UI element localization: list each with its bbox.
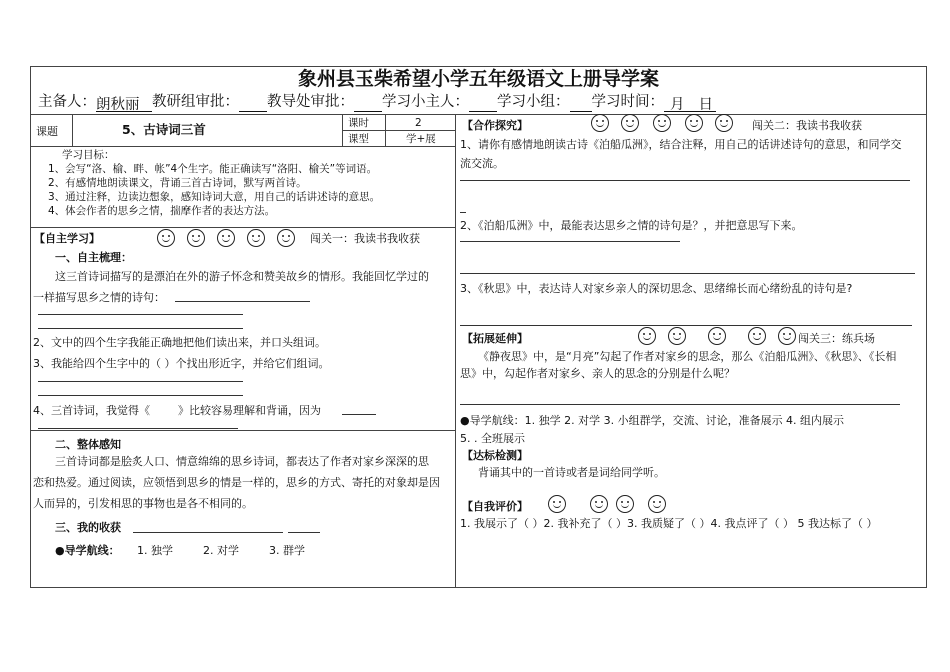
smiley-icon xyxy=(648,495,666,513)
smiley-icon xyxy=(217,229,235,247)
smiley-icon xyxy=(715,114,733,132)
owner-label: 学习小主人： xyxy=(382,94,469,110)
extension-heading: 【拓展延伸】 xyxy=(462,332,528,345)
question-3: 3、我能给四个生字中的（ ）个找出形近字，并给它们组词。 xyxy=(33,357,330,370)
answer-line[interactable] xyxy=(38,314,243,315)
question-2: 2、文中的四个生字我能正确地把他们读出来，并口头组词。 xyxy=(33,336,326,349)
smiley-icon xyxy=(668,327,686,345)
self-eval-heading: 【自我评价】 xyxy=(462,500,528,513)
section2-text xyxy=(33,451,453,514)
guide-item: 2. 对学 xyxy=(203,544,239,557)
objective-item: 4、体会作者的思乡之情，揣摩作者的表达方法。 xyxy=(48,205,276,217)
coop-question-3: 3、《秋思》中，表达诗人对家乡亲人的深切思念、思绪绵长而心绪纷乱的诗句是? xyxy=(460,282,853,295)
smiley-icon xyxy=(653,114,671,132)
objective-item: 3、通过注释，边读边想象，感知诗词大意，用自己的话讲述诗的意思。 xyxy=(48,191,381,203)
lesson-label-divider xyxy=(72,114,73,146)
coop-heading: 【合作探究】 xyxy=(462,119,528,132)
answer-line[interactable] xyxy=(460,212,466,213)
question-4: 4、三首诗词，我觉得《 xyxy=(33,404,150,417)
answer-line[interactable] xyxy=(460,180,910,181)
coop-question-1: 1、请你有感情地朗读古诗《泊船瓜洲》，结合注释，用自己的话讲述诗句的意思，和同学交 xyxy=(460,138,902,151)
right-guide-cont: 5. . 全班展示 xyxy=(460,432,525,445)
smiley-icon xyxy=(708,327,726,345)
smiley-icon xyxy=(638,327,656,345)
coop-question-2: 2、《泊船瓜洲》中，最能表达思乡之情的诗句是？，并把意思写下来。 xyxy=(460,219,803,232)
objective-item: 1、会写“洛、榆、畔、帐”4个生字。能正确读写“洛阳、榆关”等词语。 xyxy=(48,163,378,175)
objectives-title: 学习目标： xyxy=(62,149,115,161)
review1-field[interactable] xyxy=(239,95,267,112)
smiley-icon xyxy=(247,229,265,247)
section2-line: 恋和热爱。通过阅读，应领悟到思乡的情是一样的，思乡的方式、寄托的对象却是因 xyxy=(33,476,440,489)
smiley-icon xyxy=(778,327,796,345)
guide-label: ●导学航线： xyxy=(55,544,120,557)
smiley-icon xyxy=(157,229,175,247)
objective-item: 2、有感情地朗读课文，背诵三首古诗词，默写两首诗。 xyxy=(48,177,307,189)
time-field[interactable] xyxy=(664,95,716,112)
review2-field[interactable] xyxy=(354,95,382,112)
answer-line[interactable] xyxy=(460,325,912,326)
answer-line[interactable] xyxy=(38,328,243,329)
section2-heading: 二、整体感知 xyxy=(55,438,121,451)
extension-text: 《静夜思》中，是“月亮”勾起了作者对家乡的思念，那么《泊船瓜洲》、《秋思》、《长相 xyxy=(478,350,897,363)
day-label: 日 xyxy=(698,97,713,113)
answer-line[interactable] xyxy=(460,273,915,274)
section2-line: 三首诗词都是脍炙人口、情意绵绵的思乡诗词，都表达了作者对家乡深深的思 xyxy=(55,455,429,468)
answer-line[interactable] xyxy=(38,428,238,429)
time-label: 学习时间： xyxy=(591,94,664,110)
check-heading: 【达标检测】 xyxy=(462,449,528,462)
guide-item: 1. 独学 xyxy=(137,544,173,557)
coop-question-1-cont: 流交流。 xyxy=(460,157,504,170)
answer-line[interactable] xyxy=(38,395,243,396)
answer-line[interactable] xyxy=(175,301,310,302)
period-value: 2 xyxy=(415,117,422,129)
self-study-heading: 【自主学习】 xyxy=(34,232,100,245)
lesson-title: 5、古诗词三首 xyxy=(122,122,206,137)
smiley-icon xyxy=(616,495,634,513)
right-guide: ●导学航线：1. 独学 2. 对学 3. 小组群学，交流、讨论，准备展示 4. 组内展示 xyxy=(460,414,845,427)
header-divider xyxy=(30,114,927,115)
answer-line[interactable] xyxy=(342,414,376,415)
owner-field[interactable] xyxy=(469,95,497,112)
type-value: 学+展 xyxy=(406,133,436,145)
smiley-icon xyxy=(748,327,766,345)
check-text: 背诵其中的一首诗或者是词给同学听。 xyxy=(478,466,665,479)
author-prefix: 主备人： xyxy=(38,94,96,110)
section1-text: 这三首诗词描写的是漂泊在外的游子怀念和赞美故乡的情形。我能回忆学过的 xyxy=(55,270,429,283)
objectives-bottom xyxy=(30,227,455,228)
question-4-cont: 》比较容易理解和背诵，因为 xyxy=(178,404,321,417)
section1-heading: 一、自主梳理： xyxy=(55,251,132,264)
column-divider xyxy=(455,114,456,588)
group-field[interactable] xyxy=(570,95,592,112)
smiley-icon xyxy=(187,229,205,247)
review1-label: 教研组审批： xyxy=(152,94,239,110)
lesson-row-bottom xyxy=(30,146,455,147)
smiley-icon xyxy=(685,114,703,132)
pass3-label: 闯关三：练兵场 xyxy=(798,332,875,345)
section2-top xyxy=(30,430,455,431)
self-eval-text: 1. 我展示了（ ）2. 我补充了（ ）3. 我质疑了（ ）4. 我点评了（ ） 5 我达标了（ ） xyxy=(460,517,878,530)
smiley-icon xyxy=(277,229,295,247)
guide-item: 3. 群学 xyxy=(269,544,305,557)
answer-line[interactable] xyxy=(288,532,320,533)
type-label: 课型 xyxy=(348,133,369,145)
header-row xyxy=(38,92,716,112)
section1-text-cont: 一样描写思乡之情的诗句： xyxy=(33,291,165,304)
smiley-icon xyxy=(590,495,608,513)
extension-text-cont: 思》中，勾起作者对家乡、亲人的思念的分别是什么呢？ xyxy=(460,367,735,380)
answer-line[interactable] xyxy=(133,532,283,533)
review2-label: 教导处审批： xyxy=(267,94,354,110)
smiley-icon xyxy=(621,114,639,132)
answer-line[interactable] xyxy=(460,241,680,242)
pass1-label: 闯关一：我读书我收获 xyxy=(310,232,420,245)
section2-line: 人而异的，引发相思的事物也是各不相同的。 xyxy=(33,497,253,510)
month-label: 月 xyxy=(670,97,685,113)
pass2-label: 闯关二：我读书我收获 xyxy=(752,119,862,132)
answer-line[interactable] xyxy=(38,381,243,382)
page-title: 象州县玉柴希望小学五年级语文上册导学案 xyxy=(297,68,659,90)
author-field[interactable] xyxy=(96,95,152,112)
smiley-icon xyxy=(591,114,609,132)
period-row-divider xyxy=(342,130,455,131)
answer-line[interactable] xyxy=(460,404,900,405)
smiley-icon xyxy=(548,495,566,513)
period-label: 课时 xyxy=(348,117,369,129)
section3-heading: 三、我的收获 xyxy=(55,521,121,534)
group-label: 学习小组： xyxy=(497,94,570,110)
lesson-label: 课题 xyxy=(36,125,58,138)
author-name: 朗秋丽 xyxy=(96,97,140,113)
